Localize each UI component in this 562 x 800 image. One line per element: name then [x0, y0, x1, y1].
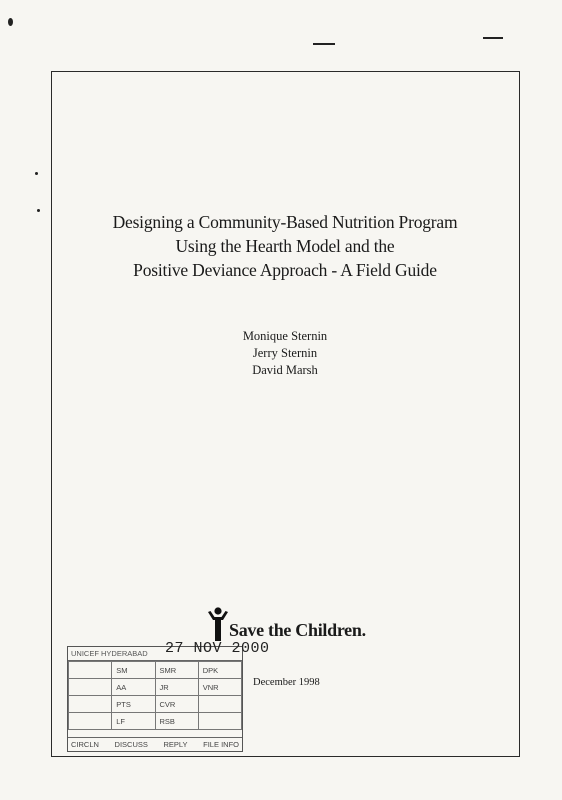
stamp-received-date: 27 NOV 2000 — [165, 640, 270, 657]
received-stamp — [67, 646, 243, 752]
document-title — [60, 210, 510, 282]
routing-cell — [69, 713, 112, 730]
routing-cell: DPK — [198, 662, 241, 679]
title-line-2: Using the Hearth Model and the — [175, 236, 395, 256]
routing-cell — [198, 696, 241, 713]
stamp-footer — [68, 737, 242, 751]
scan-mark — [35, 172, 38, 175]
child-figure-icon — [206, 606, 230, 642]
routing-cell — [69, 696, 112, 713]
stamp-footer-label: REPLY — [163, 740, 188, 749]
scan-mark — [37, 209, 40, 212]
routing-cell: LF — [112, 713, 155, 730]
routing-cell: JR — [155, 679, 198, 696]
author-name: David Marsh — [252, 363, 318, 377]
routing-cell: AA — [112, 679, 155, 696]
routing-cell — [198, 713, 241, 730]
scan-mark — [313, 43, 335, 45]
title-line-3: Positive Deviance Approach - A Field Guide — [133, 260, 437, 280]
routing-cell: SM — [112, 662, 155, 679]
stamp-header: UNICEF HYDERABAD — [68, 647, 242, 661]
save-the-children-logo — [206, 606, 386, 642]
routing-cell — [69, 662, 112, 679]
routing-cell: PTS — [112, 696, 155, 713]
stamp-footer-label: CIRCLN — [71, 740, 99, 749]
routing-grid — [68, 661, 242, 730]
routing-cell: RSB — [155, 713, 198, 730]
routing-cell: CVR — [155, 696, 198, 713]
title-line-1: Designing a Community-Based Nutrition Program — [112, 212, 458, 232]
publication-date: December 1998 — [253, 677, 320, 688]
author-name: Monique Sternin — [242, 329, 328, 343]
scan-mark — [8, 18, 13, 26]
stamp-footer-label: FILE INFO — [203, 740, 239, 749]
routing-cell: VNR — [198, 679, 241, 696]
routing-cell: SMR — [155, 662, 198, 679]
routing-cell — [69, 679, 112, 696]
stamp-footer-label: DISCUSS — [114, 740, 148, 749]
organization-name: Save the Children. — [229, 620, 366, 640]
author-list — [60, 328, 510, 379]
scan-mark — [483, 37, 503, 39]
author-name: Jerry Sternin — [252, 346, 318, 360]
